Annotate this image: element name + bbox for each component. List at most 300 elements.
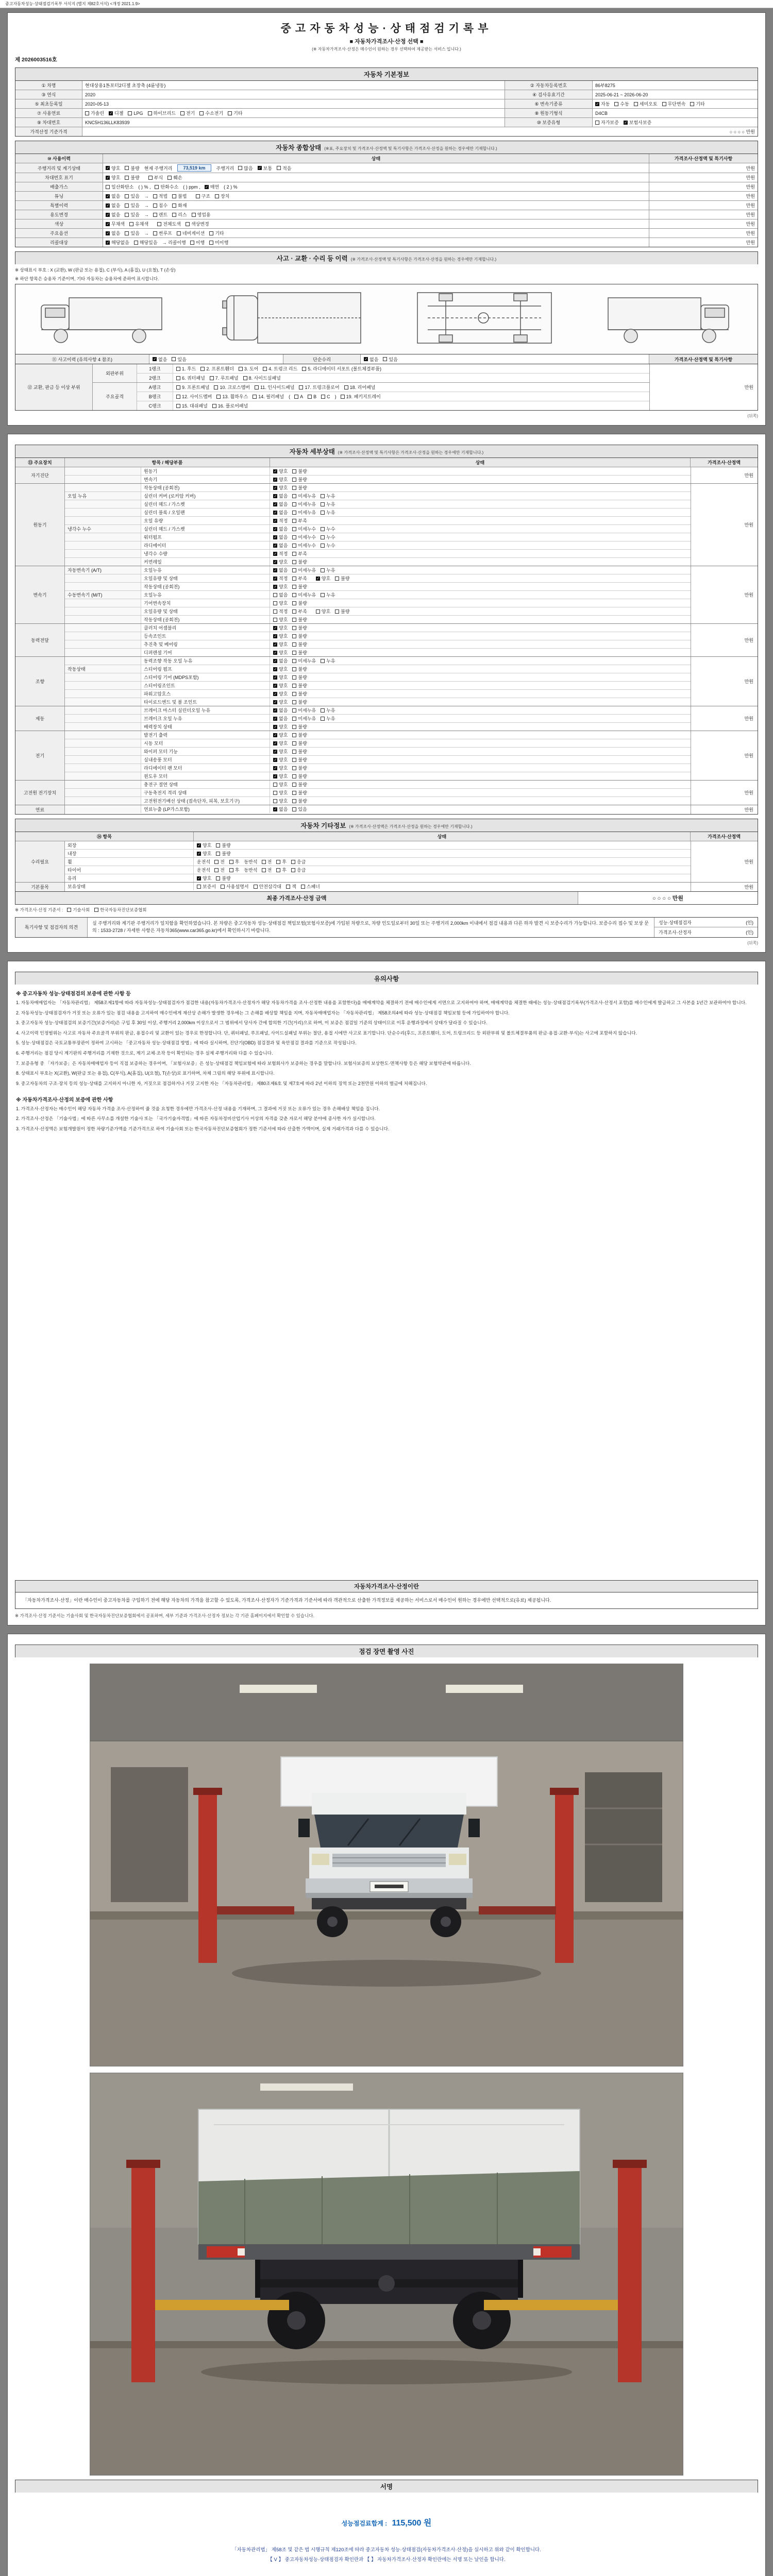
checkbox-unchecked[interactable] [180, 110, 195, 116]
checkbox-box[interactable] [292, 667, 296, 671]
checkbox-checked[interactable] [273, 476, 288, 483]
checkbox-checked[interactable] [106, 174, 120, 181]
checkbox-box[interactable] [209, 231, 213, 235]
checkbox-unchecked[interactable] [292, 591, 316, 598]
checkbox-unchecked[interactable] [292, 484, 307, 491]
checkbox-checked[interactable] [106, 202, 120, 209]
checkbox-box[interactable] [292, 708, 296, 713]
checkbox-box[interactable] [292, 766, 296, 770]
checkbox-unchecked[interactable] [292, 567, 316, 573]
checkbox-box[interactable] [292, 469, 296, 473]
checkbox-unchecked[interactable] [200, 365, 233, 372]
checkbox-box[interactable] [157, 222, 161, 226]
checkbox-unchecked[interactable] [292, 624, 307, 631]
checkbox-checked[interactable] [273, 641, 288, 648]
checkbox-unchecked[interactable] [94, 907, 146, 913]
checkbox-unchecked[interactable] [308, 394, 316, 399]
checkbox-unchecked[interactable] [273, 781, 288, 788]
checkbox-checked[interactable] [109, 110, 123, 116]
checkbox-box[interactable] [273, 585, 277, 589]
checkbox-box[interactable] [253, 395, 257, 399]
checkbox-checked[interactable] [273, 633, 288, 639]
checkbox-checked[interactable] [273, 748, 288, 755]
checkbox-box[interactable] [153, 357, 157, 361]
checkbox-box[interactable] [273, 535, 277, 539]
checkbox-unchecked[interactable] [321, 707, 335, 714]
checkbox-box[interactable] [292, 642, 296, 647]
checkbox-unchecked[interactable] [197, 883, 216, 890]
checkbox-box[interactable] [273, 634, 277, 638]
checkbox-unchecked[interactable] [216, 842, 230, 849]
checkbox-unchecked[interactable] [148, 110, 176, 116]
checkbox-box[interactable] [273, 675, 277, 680]
checkbox-box[interactable] [292, 601, 296, 605]
checkbox-unchecked[interactable] [229, 858, 240, 865]
checkbox-box[interactable] [106, 194, 110, 198]
checkbox-box[interactable] [197, 852, 201, 856]
checkbox-box[interactable] [262, 868, 266, 872]
checkbox-box[interactable] [292, 527, 296, 531]
checkbox-box[interactable] [155, 185, 159, 189]
checkbox-unchecked[interactable] [344, 384, 376, 391]
checkbox-box[interactable] [273, 593, 277, 597]
checkbox-box[interactable] [321, 708, 325, 713]
checkbox-unchecked[interactable] [239, 365, 258, 372]
checkbox-unchecked[interactable] [243, 375, 281, 381]
checkbox-box[interactable] [153, 213, 157, 217]
checkbox-unchecked[interactable] [172, 193, 187, 199]
checkbox-unchecked[interactable] [253, 393, 284, 400]
checkbox-box[interactable] [273, 502, 277, 506]
checkbox-unchecked[interactable] [134, 239, 158, 246]
checkbox-box[interactable] [273, 618, 277, 622]
checkbox-unchecked[interactable] [321, 657, 335, 664]
checkbox-box[interactable] [286, 885, 290, 889]
checkbox-checked[interactable] [273, 501, 288, 507]
checkbox-unchecked[interactable] [292, 493, 316, 499]
checkbox-box[interactable] [292, 758, 296, 762]
checkbox-checked[interactable] [273, 740, 288, 747]
checkbox-unchecked[interactable] [214, 384, 249, 391]
checkbox-box[interactable] [364, 357, 368, 361]
checkbox-box[interactable] [321, 568, 325, 572]
checkbox-box[interactable] [180, 111, 184, 115]
checkbox-box[interactable] [148, 111, 152, 115]
checkbox-box[interactable] [215, 194, 219, 198]
checkbox-box[interactable] [292, 577, 296, 581]
checkbox-box[interactable] [109, 111, 113, 115]
checkbox-box[interactable] [292, 651, 296, 655]
checkbox-unchecked[interactable] [273, 608, 288, 615]
checkbox-box[interactable] [273, 766, 277, 770]
checkbox-checked[interactable] [273, 699, 288, 705]
checkbox-box[interactable] [273, 651, 277, 655]
checkbox-checked[interactable] [273, 715, 288, 722]
checkbox-box[interactable] [292, 535, 296, 539]
checkbox-unchecked[interactable] [294, 394, 303, 399]
checkbox-unchecked[interactable] [662, 100, 686, 107]
checkbox-unchecked[interactable] [276, 858, 287, 865]
checkbox-checked[interactable] [273, 542, 288, 549]
checkbox-box[interactable] [292, 519, 296, 523]
checkbox-box[interactable] [254, 885, 258, 889]
checkbox-box[interactable] [292, 700, 296, 704]
checkbox-unchecked[interactable] [595, 119, 619, 126]
checkbox-box[interactable] [197, 885, 201, 889]
checkbox-unchecked[interactable] [292, 608, 307, 615]
checkbox-unchecked[interactable] [292, 699, 307, 705]
checkbox-box[interactable] [292, 593, 296, 597]
checkbox-box[interactable] [292, 626, 296, 630]
checkbox-unchecked[interactable] [276, 867, 287, 873]
checkbox-unchecked[interactable] [292, 509, 316, 516]
checkbox-unchecked[interactable] [341, 393, 381, 400]
checkbox-unchecked[interactable] [216, 850, 230, 857]
checkbox-unchecked[interactable] [176, 393, 212, 400]
checkbox-checked[interactable] [273, 468, 288, 474]
checkbox-unchecked[interactable] [277, 165, 291, 172]
checkbox-box[interactable] [292, 502, 296, 506]
checkbox-unchecked[interactable] [292, 682, 307, 689]
checkbox-box[interactable] [595, 102, 599, 106]
checkbox-unchecked[interactable] [634, 100, 658, 107]
checkbox-box[interactable] [239, 367, 243, 371]
checkbox-unchecked[interactable] [238, 165, 253, 172]
checkbox-checked[interactable] [153, 356, 167, 363]
checkbox-unchecked[interactable] [148, 174, 163, 181]
checkbox-box[interactable] [273, 733, 277, 737]
checkbox-checked[interactable] [595, 100, 610, 107]
checkbox-unchecked[interactable] [106, 183, 133, 190]
checkbox-box[interactable] [273, 684, 277, 688]
checkbox-unchecked[interactable] [292, 765, 307, 771]
checkbox-box[interactable] [273, 519, 277, 523]
checkbox-unchecked[interactable] [301, 883, 320, 890]
checkbox-box[interactable] [125, 213, 129, 217]
checkbox-checked[interactable] [273, 723, 288, 730]
checkbox-unchecked[interactable] [690, 100, 704, 107]
checkbox-unchecked[interactable] [291, 867, 306, 873]
checkbox-unchecked[interactable] [216, 875, 230, 882]
checkbox-unchecked[interactable] [172, 202, 187, 209]
checkbox-checked[interactable] [106, 239, 129, 246]
checkbox-box[interactable] [341, 395, 345, 399]
checkbox-unchecked[interactable] [199, 110, 223, 116]
checkbox-checked[interactable] [106, 221, 125, 227]
checkbox-unchecked[interactable] [125, 174, 139, 181]
checkbox-unchecked[interactable] [273, 616, 288, 623]
checkbox-box[interactable] [276, 860, 280, 864]
checkbox-unchecked[interactable] [292, 542, 316, 549]
checkbox-box[interactable] [258, 166, 262, 170]
checkbox-unchecked[interactable] [125, 211, 139, 218]
checkbox-checked[interactable] [273, 534, 288, 540]
checkbox-box[interactable] [292, 618, 296, 622]
checkbox-box[interactable] [321, 717, 325, 721]
checkbox-unchecked[interactable] [229, 867, 240, 873]
checkbox-unchecked[interactable] [291, 858, 306, 865]
checkbox-box[interactable] [273, 708, 277, 713]
checkbox-box[interactable] [221, 885, 225, 889]
checkbox-unchecked[interactable] [209, 230, 224, 236]
checkbox-box[interactable] [273, 552, 277, 556]
checkbox-checked[interactable] [273, 707, 288, 714]
checkbox-box[interactable] [197, 876, 201, 880]
checkbox-box[interactable] [196, 194, 200, 198]
checkbox-unchecked[interactable] [177, 230, 205, 236]
checkbox-box[interactable] [273, 642, 277, 647]
checkbox-box[interactable] [292, 659, 296, 663]
checkbox-unchecked[interactable] [321, 534, 335, 540]
checkbox-unchecked[interactable] [273, 591, 288, 598]
checkbox-checked[interactable] [273, 682, 288, 689]
checkbox-unchecked[interactable] [321, 501, 335, 507]
checkbox-box[interactable] [214, 385, 218, 389]
checkbox-box[interactable] [273, 750, 277, 754]
checkbox-box[interactable] [383, 357, 387, 361]
checkbox-unchecked[interactable] [292, 723, 307, 730]
checkbox-unchecked[interactable] [292, 798, 307, 804]
checkbox-box[interactable] [106, 166, 110, 170]
checkbox-checked[interactable] [273, 583, 288, 590]
checkbox-unchecked[interactable] [129, 221, 148, 227]
checkbox-checked[interactable] [197, 842, 211, 849]
checkbox-box[interactable] [273, 717, 277, 721]
checkbox-box[interactable] [172, 204, 176, 208]
checkbox-box[interactable] [292, 478, 296, 482]
checkbox-checked[interactable] [273, 765, 288, 771]
checkbox-checked[interactable] [273, 558, 288, 565]
checkbox-box[interactable] [301, 885, 305, 889]
checkbox-box[interactable] [228, 111, 232, 115]
checkbox-box[interactable] [292, 733, 296, 737]
checkbox-box[interactable] [308, 395, 312, 399]
checkbox-box[interactable] [214, 860, 219, 864]
checkbox-checked[interactable] [106, 211, 120, 218]
checkbox-unchecked[interactable] [176, 402, 208, 409]
checkbox-box[interactable] [273, 478, 277, 482]
checkbox-box[interactable] [292, 544, 296, 548]
checkbox-checked[interactable] [258, 165, 272, 172]
checkbox-unchecked[interactable] [176, 365, 196, 372]
checkbox-box[interactable] [210, 376, 214, 380]
checkbox-unchecked[interactable] [192, 211, 211, 218]
checkbox-box[interactable] [292, 511, 296, 515]
checkbox-unchecked[interactable] [254, 883, 281, 890]
checkbox-checked[interactable] [273, 732, 288, 738]
checkbox-box[interactable] [292, 486, 296, 490]
checkbox-unchecked[interactable] [292, 575, 307, 582]
checkbox-checked[interactable] [197, 850, 211, 857]
checkbox-box[interactable] [291, 860, 295, 864]
checkbox-box[interactable] [216, 395, 221, 399]
checkbox-unchecked[interactable] [292, 517, 307, 524]
checkbox-box[interactable] [273, 783, 277, 787]
checkbox-box[interactable] [292, 692, 296, 696]
checkbox-box[interactable] [276, 868, 280, 872]
checkbox-box[interactable] [273, 807, 277, 811]
checkbox-box[interactable] [106, 241, 110, 245]
checkbox-box[interactable] [321, 544, 325, 548]
checkbox-unchecked[interactable] [157, 221, 181, 227]
checkbox-box[interactable] [125, 231, 129, 235]
checkbox-box[interactable] [176, 367, 180, 371]
checkbox-unchecked[interactable] [153, 230, 172, 236]
checkbox-box[interactable] [200, 367, 205, 371]
checkbox-box[interactable] [106, 213, 110, 217]
checkbox-unchecked[interactable] [292, 707, 316, 714]
checkbox-unchecked[interactable] [214, 867, 225, 873]
checkbox-unchecked[interactable] [125, 165, 139, 172]
checkbox-box[interactable] [205, 185, 209, 189]
checkbox-box[interactable] [302, 367, 306, 371]
checkbox-unchecked[interactable] [292, 773, 307, 779]
checkbox-box[interactable] [273, 494, 277, 498]
checkbox-box[interactable] [335, 577, 339, 581]
checkbox-unchecked[interactable] [155, 183, 178, 190]
checkbox-box[interactable] [292, 552, 296, 556]
checkbox-box[interactable] [614, 102, 618, 106]
checkbox-unchecked[interactable] [216, 393, 248, 400]
checkbox-box[interactable] [292, 494, 296, 498]
checkbox-box[interactable] [176, 395, 180, 399]
checkbox-box[interactable] [229, 860, 233, 864]
checkbox-box[interactable] [273, 700, 277, 704]
checkbox-unchecked[interactable] [125, 193, 139, 199]
checkbox-checked[interactable] [273, 509, 288, 516]
checkbox-unchecked[interactable] [263, 365, 297, 372]
checkbox-box[interactable] [273, 609, 277, 614]
checkbox-box[interactable] [321, 395, 325, 399]
checkbox-box[interactable] [292, 717, 296, 721]
checkbox-box[interactable] [255, 385, 259, 389]
checkbox-checked[interactable] [273, 517, 288, 524]
checkbox-unchecked[interactable] [228, 110, 242, 116]
checkbox-box[interactable] [595, 121, 599, 125]
checkbox-unchecked[interactable] [335, 608, 349, 615]
checkbox-box[interactable] [321, 527, 325, 531]
checkbox-box[interactable] [148, 176, 153, 180]
checkbox-box[interactable] [690, 102, 694, 106]
checkbox-box[interactable] [321, 502, 325, 506]
checkbox-unchecked[interactable] [292, 550, 307, 557]
checkbox-unchecked[interactable] [273, 600, 288, 606]
checkbox-box[interactable] [229, 868, 233, 872]
checkbox-unchecked[interactable] [255, 384, 295, 391]
checkbox-box[interactable] [634, 102, 638, 106]
checkbox-checked[interactable] [273, 666, 288, 672]
checkbox-box[interactable] [192, 213, 196, 217]
checkbox-unchecked[interactable] [302, 365, 381, 372]
checkbox-box[interactable] [238, 166, 242, 170]
checkbox-box[interactable] [273, 577, 277, 581]
checkbox-unchecked[interactable] [292, 789, 307, 796]
checkbox-unchecked[interactable] [321, 542, 335, 549]
checkbox-box[interactable] [277, 166, 281, 170]
checkbox-unchecked[interactable] [292, 657, 316, 664]
checkbox-checked[interactable] [273, 657, 288, 664]
checkbox-box[interactable] [176, 376, 180, 380]
checkbox-box[interactable] [292, 774, 296, 778]
checkbox-unchecked[interactable] [292, 600, 307, 606]
checkbox-unchecked[interactable] [292, 740, 307, 747]
checkbox-checked[interactable] [273, 526, 288, 532]
checkbox-box[interactable] [216, 876, 220, 880]
checkbox-unchecked[interactable] [321, 567, 335, 573]
checkbox-unchecked[interactable] [292, 476, 307, 483]
checkbox-unchecked[interactable] [292, 468, 307, 474]
checkbox-box[interactable] [190, 241, 194, 245]
checkbox-box[interactable] [292, 675, 296, 680]
checkbox-unchecked[interactable] [176, 375, 205, 381]
checkbox-box[interactable] [292, 750, 296, 754]
checkbox-box[interactable] [128, 111, 132, 115]
checkbox-box[interactable] [273, 560, 277, 564]
checkbox-checked[interactable] [624, 119, 651, 126]
checkbox-checked[interactable] [205, 183, 219, 190]
checkbox-unchecked[interactable] [215, 193, 229, 199]
checkbox-box[interactable] [67, 908, 71, 912]
checkbox-checked[interactable] [273, 674, 288, 681]
checkbox-box[interactable] [273, 741, 277, 745]
checkbox-box[interactable] [273, 667, 277, 671]
checkbox-unchecked[interactable] [292, 781, 307, 788]
checkbox-unchecked[interactable] [614, 100, 629, 107]
checkbox-unchecked[interactable] [321, 526, 335, 532]
checkbox-unchecked[interactable] [292, 641, 307, 648]
checkbox-box[interactable] [624, 121, 628, 125]
checkbox-unchecked[interactable] [292, 748, 307, 755]
checkbox-unchecked[interactable] [292, 756, 307, 763]
checkbox-unchecked[interactable] [321, 509, 335, 516]
checkbox-unchecked[interactable] [292, 732, 307, 738]
checkbox-checked[interactable] [106, 193, 120, 199]
checkbox-box[interactable] [106, 222, 110, 226]
checkbox-unchecked[interactable] [383, 356, 397, 363]
checkbox-box[interactable] [344, 385, 348, 389]
checkbox-box[interactable] [172, 357, 176, 361]
checkbox-box[interactable] [214, 868, 219, 872]
checkbox-box[interactable] [209, 241, 213, 245]
checkbox-box[interactable] [273, 791, 277, 795]
checkbox-unchecked[interactable] [186, 221, 209, 227]
checkbox-unchecked[interactable] [292, 715, 316, 722]
checkbox-box[interactable] [292, 799, 296, 803]
checkbox-unchecked[interactable] [292, 501, 316, 507]
checkbox-box[interactable] [292, 807, 296, 811]
checkbox-unchecked[interactable] [172, 356, 186, 363]
checkbox-checked[interactable] [273, 756, 288, 763]
checkbox-unchecked[interactable] [292, 633, 307, 639]
checkbox-box[interactable] [176, 385, 180, 389]
checkbox-box[interactable] [85, 111, 89, 115]
checkbox-box[interactable] [321, 593, 325, 597]
checkbox-box[interactable] [292, 725, 296, 729]
checkbox-unchecked[interactable] [292, 583, 307, 590]
checkbox-box[interactable] [294, 395, 298, 399]
checkbox-box[interactable] [292, 634, 296, 638]
checkbox-unchecked[interactable] [321, 394, 330, 399]
checkbox-unchecked[interactable] [292, 558, 307, 565]
checkbox-checked[interactable] [197, 875, 211, 882]
checkbox-box[interactable] [335, 609, 339, 614]
checkbox-box[interactable] [212, 404, 216, 408]
checkbox-box[interactable] [316, 577, 320, 581]
checkbox-box[interactable] [177, 231, 181, 235]
checkbox-unchecked[interactable] [125, 202, 139, 209]
checkbox-box[interactable] [273, 692, 277, 696]
checkbox-box[interactable] [662, 102, 666, 106]
